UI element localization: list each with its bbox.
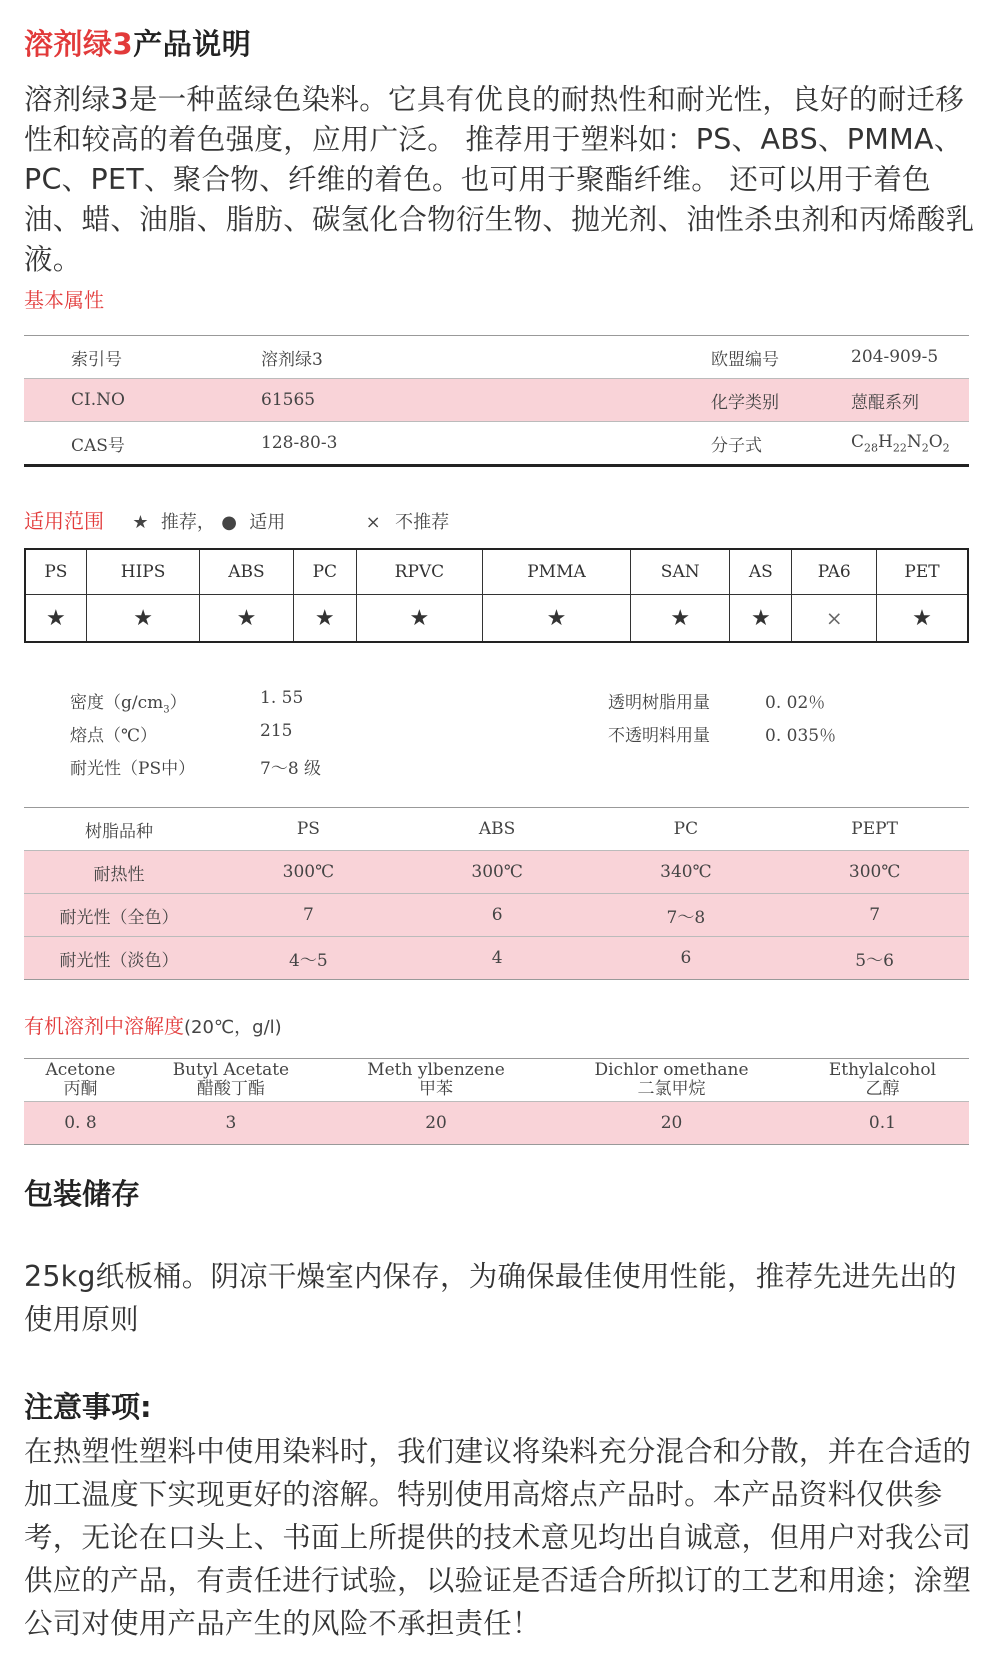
table-row [24, 1102, 969, 1145]
table-header-cell: PMMA [482, 549, 630, 595]
resin-fastness-table [24, 807, 969, 980]
table-cell: 300℃ [780, 851, 969, 894]
scope-legend [24, 505, 449, 534]
light-fastness-value: 7～8 级 [260, 759, 322, 779]
table-header-cell: SAN [631, 549, 730, 595]
table-row [24, 808, 969, 851]
scope-label: 适用范围 [24, 509, 104, 533]
table-header-cell: Acetone 丙酮 [45, 1060, 116, 1099]
star-icon: ★ [730, 595, 792, 643]
table-row [25, 595, 968, 643]
row-label: 耐光性（全色） [24, 894, 214, 937]
table-cell: 7 [780, 894, 969, 937]
table-header-cell: PS [296, 819, 320, 839]
melting-point-label: 熔点（℃） [70, 726, 158, 746]
table-cell: 300℃ [403, 851, 592, 894]
melting-point-value: 215 [260, 721, 293, 741]
prop-key: 欧盟编号 [711, 336, 851, 379]
row-label: 耐光性（淡色） [24, 937, 214, 980]
table-cell: 0.1 [796, 1102, 969, 1145]
table-cell: 5～6 [780, 937, 969, 980]
table-row [24, 851, 969, 894]
star-icon: ★ [877, 595, 968, 643]
table-header-cell: ABS [478, 819, 516, 839]
table-cell: 6 [592, 937, 781, 980]
prop-key: 索引号 [24, 336, 261, 379]
row-label: 耐热性 [24, 851, 214, 894]
packaging-text: 25kg纸板桶。阴凉干燥室内保存，为确保最佳使用性能，推荐先进先出的使用原则 [24, 1260, 957, 1336]
notes-title: 注意事项: [24, 1390, 152, 1424]
table-header-cell: Dichlor omethane 二氯甲烷 [594, 1060, 749, 1099]
dot-icon: ● [221, 512, 237, 533]
table-row [24, 937, 969, 980]
basic-properties-label: 基本属性 [24, 288, 104, 312]
cross-icon: × [792, 595, 877, 643]
solubility-label: 有机溶剂中溶解度(20℃，g/l) [24, 1014, 282, 1038]
table-header-cell: HIPS [86, 549, 200, 595]
table-cell: 20 [547, 1102, 796, 1145]
table-header-cell: PET [877, 549, 968, 595]
prop-key: 分子式 [711, 435, 762, 456]
table-header-cell: Ethylalcohol 乙醇 [828, 1060, 937, 1099]
table-header-cell: ABS [200, 549, 293, 595]
star-icon: ★ [132, 512, 149, 533]
table-row [24, 1059, 969, 1102]
page-title [24, 22, 251, 63]
star-icon: ★ [86, 595, 200, 643]
table-header-cell: RPVC [356, 549, 482, 595]
table-header-cell: PEPT [851, 819, 898, 839]
prop-value: 溶剂绿3 [261, 336, 711, 379]
table-row [25, 549, 968, 595]
prop-value: 204-909-5 [851, 336, 969, 379]
packaging-title: 包装储存 [24, 1177, 141, 1211]
density-value: 1. 55 [260, 688, 304, 708]
star-icon: ★ [482, 595, 630, 643]
transparent-dosage-value: 0. 02％ [765, 693, 826, 713]
intro-paragraph: 溶剂绿3是一种蓝绿色染料。它具有优良的耐热性和耐光性，良好的耐迁移性和较高的着色强度，应用广泛。 推荐用于塑料如：PS、ABS、PMMA、PC、PET、聚合物、纤维的着色。也可用于聚酯纤维。 还可以用于着色油、蜡、油脂、脂肪、碳氢化合物衍生物、抛光剂、油性杀虫剂和丙烯酸乳液。 [24, 83, 975, 276]
opaque-dosage-label: 不透明料用量 [608, 726, 710, 746]
star-icon: ★ [200, 595, 293, 643]
table-row [24, 379, 969, 422]
table-header-cell: AS [730, 549, 792, 595]
prop-key: CI.NO [24, 379, 261, 422]
table-cell: 6 [403, 894, 592, 937]
table-cell: 300℃ [214, 851, 403, 894]
prop-value: 61565 [261, 379, 711, 422]
density-label: 密度$(g/cm_3)$ [70, 693, 187, 716]
prop-key: CAS号 [71, 435, 125, 456]
table-cell: 3 [137, 1102, 325, 1145]
table-row [24, 336, 969, 379]
legend-recommend: 推荐， [160, 512, 215, 533]
title-product-name: 溶剂绿3 [24, 27, 134, 61]
star-icon: ★ [631, 595, 730, 643]
cross-icon: × [365, 512, 381, 533]
transparent-dosage-label: 透明树脂用量 [608, 693, 710, 713]
molecular-formula: $C_{28}H_{22}N_2O_2$ [851, 431, 950, 455]
table-cell: 4 [403, 937, 592, 980]
prop-value: 蒽醌系列 [851, 379, 969, 422]
table-cell: 340℃ [592, 851, 781, 894]
table-header-cell: Meth ylbenzene 甲苯 [367, 1060, 505, 1099]
star-icon: ★ [293, 595, 356, 643]
basic-properties-table [24, 335, 969, 467]
star-icon: ★ [356, 595, 482, 643]
table-header-cell: Butyl Acetate 醋酸丁酯 [172, 1060, 290, 1099]
prop-key: 化学类别 [711, 379, 851, 422]
suitability-table [24, 548, 969, 643]
legend-not-recommend: 不推荐 [395, 512, 450, 533]
opaque-dosage-value: 0. 035％ [765, 726, 837, 746]
table-row [24, 422, 969, 466]
table-header-cell: 树脂品种 [85, 821, 153, 842]
table-header-cell: PC [293, 549, 356, 595]
table-header-cell: PS [25, 549, 86, 595]
table-row [24, 894, 969, 937]
notes-text: 在热塑性塑料中使用染料时，我们建议将染料充分混合和分散，并在合适的加工温度下实现更好的溶解。特别使用高熔点产品时。本产品资料仅供参考，无论在口头上、书面上所提供的技术意见均出自诚意，但用户对我公司供应的产品，有责任进行试验，以验证是否适合所拟订的工艺和用途；涂塑公司对使用产品产生的风险不承担责任！ [24, 1435, 972, 1640]
table-cell: 7～8 [592, 894, 781, 937]
light-fastness-label: 耐光性（PS中） [70, 759, 196, 779]
table-cell: 7 [214, 894, 403, 937]
legend-suitable: 适用 [249, 512, 286, 533]
table-header-cell: PA6 [792, 549, 877, 595]
table-header-cell: PC [673, 819, 699, 839]
table-cell: 0. 8 [24, 1102, 137, 1145]
title-suffix: 产品说明 [133, 27, 252, 61]
solubility-table [24, 1058, 969, 1145]
table-cell: 20 [325, 1102, 547, 1145]
table-cell: 4～5 [214, 937, 403, 980]
star-icon: ★ [25, 595, 86, 643]
prop-value: 128-80-3 [261, 433, 338, 453]
